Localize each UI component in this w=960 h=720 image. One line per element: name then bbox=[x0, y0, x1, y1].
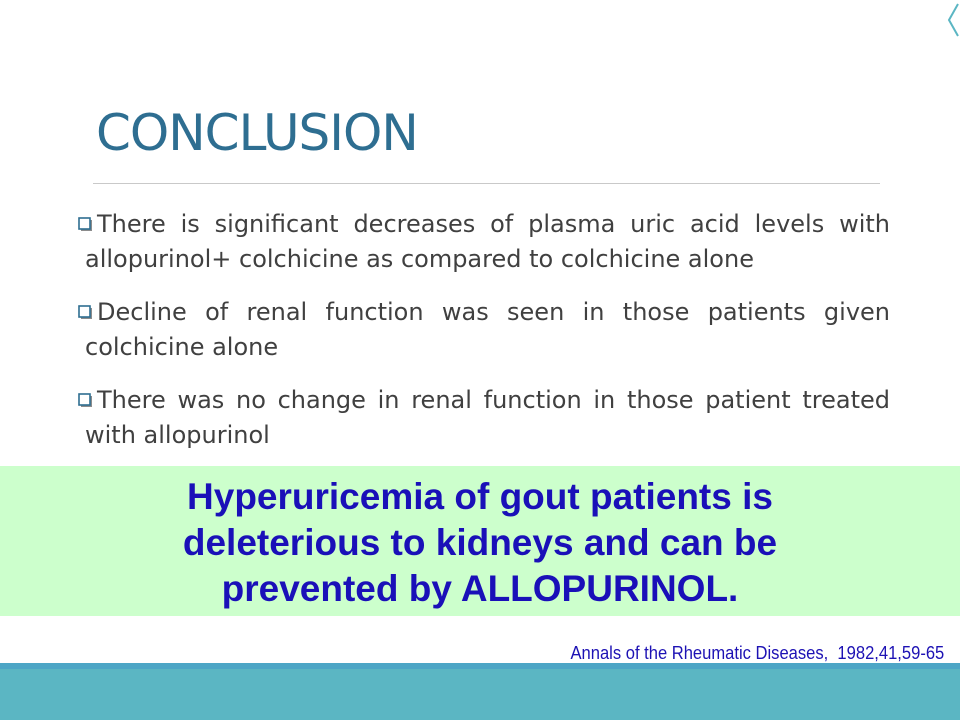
bullet-text: Decline of renal function was seen in those patients given colchicine alone bbox=[85, 298, 890, 361]
title-divider bbox=[93, 183, 880, 184]
key-message-line: prevented by ALLOPURINOL. bbox=[221, 568, 739, 609]
slide-title: CONCLUSION bbox=[96, 104, 418, 162]
chevron-left-icon bbox=[946, 0, 960, 40]
checkbox-bullet-icon bbox=[78, 393, 93, 408]
citation: Annals of the Rheumatic Diseases, 1982,41,59-65 bbox=[570, 643, 944, 663]
key-message-line: Hyperuricemia of gout patients is bbox=[187, 476, 773, 517]
bullet-text: There was no change in renal function in those patient treated with allopurinol bbox=[85, 386, 890, 449]
bullet-item bbox=[78, 383, 890, 453]
key-message bbox=[0, 474, 960, 612]
checkbox-bullet-icon bbox=[78, 217, 93, 232]
bullet-item bbox=[78, 295, 890, 365]
bullet-item bbox=[78, 207, 890, 277]
bullet-list bbox=[78, 207, 890, 471]
footer-band bbox=[0, 669, 960, 720]
checkbox-bullet-icon bbox=[78, 305, 93, 320]
key-message-line: deleterious to kidneys and can be bbox=[182, 522, 778, 563]
bullet-text: There is significant decreases of plasma uric acid levels with allopurinol+ colchicine as compared to colchicine alone bbox=[85, 210, 890, 273]
